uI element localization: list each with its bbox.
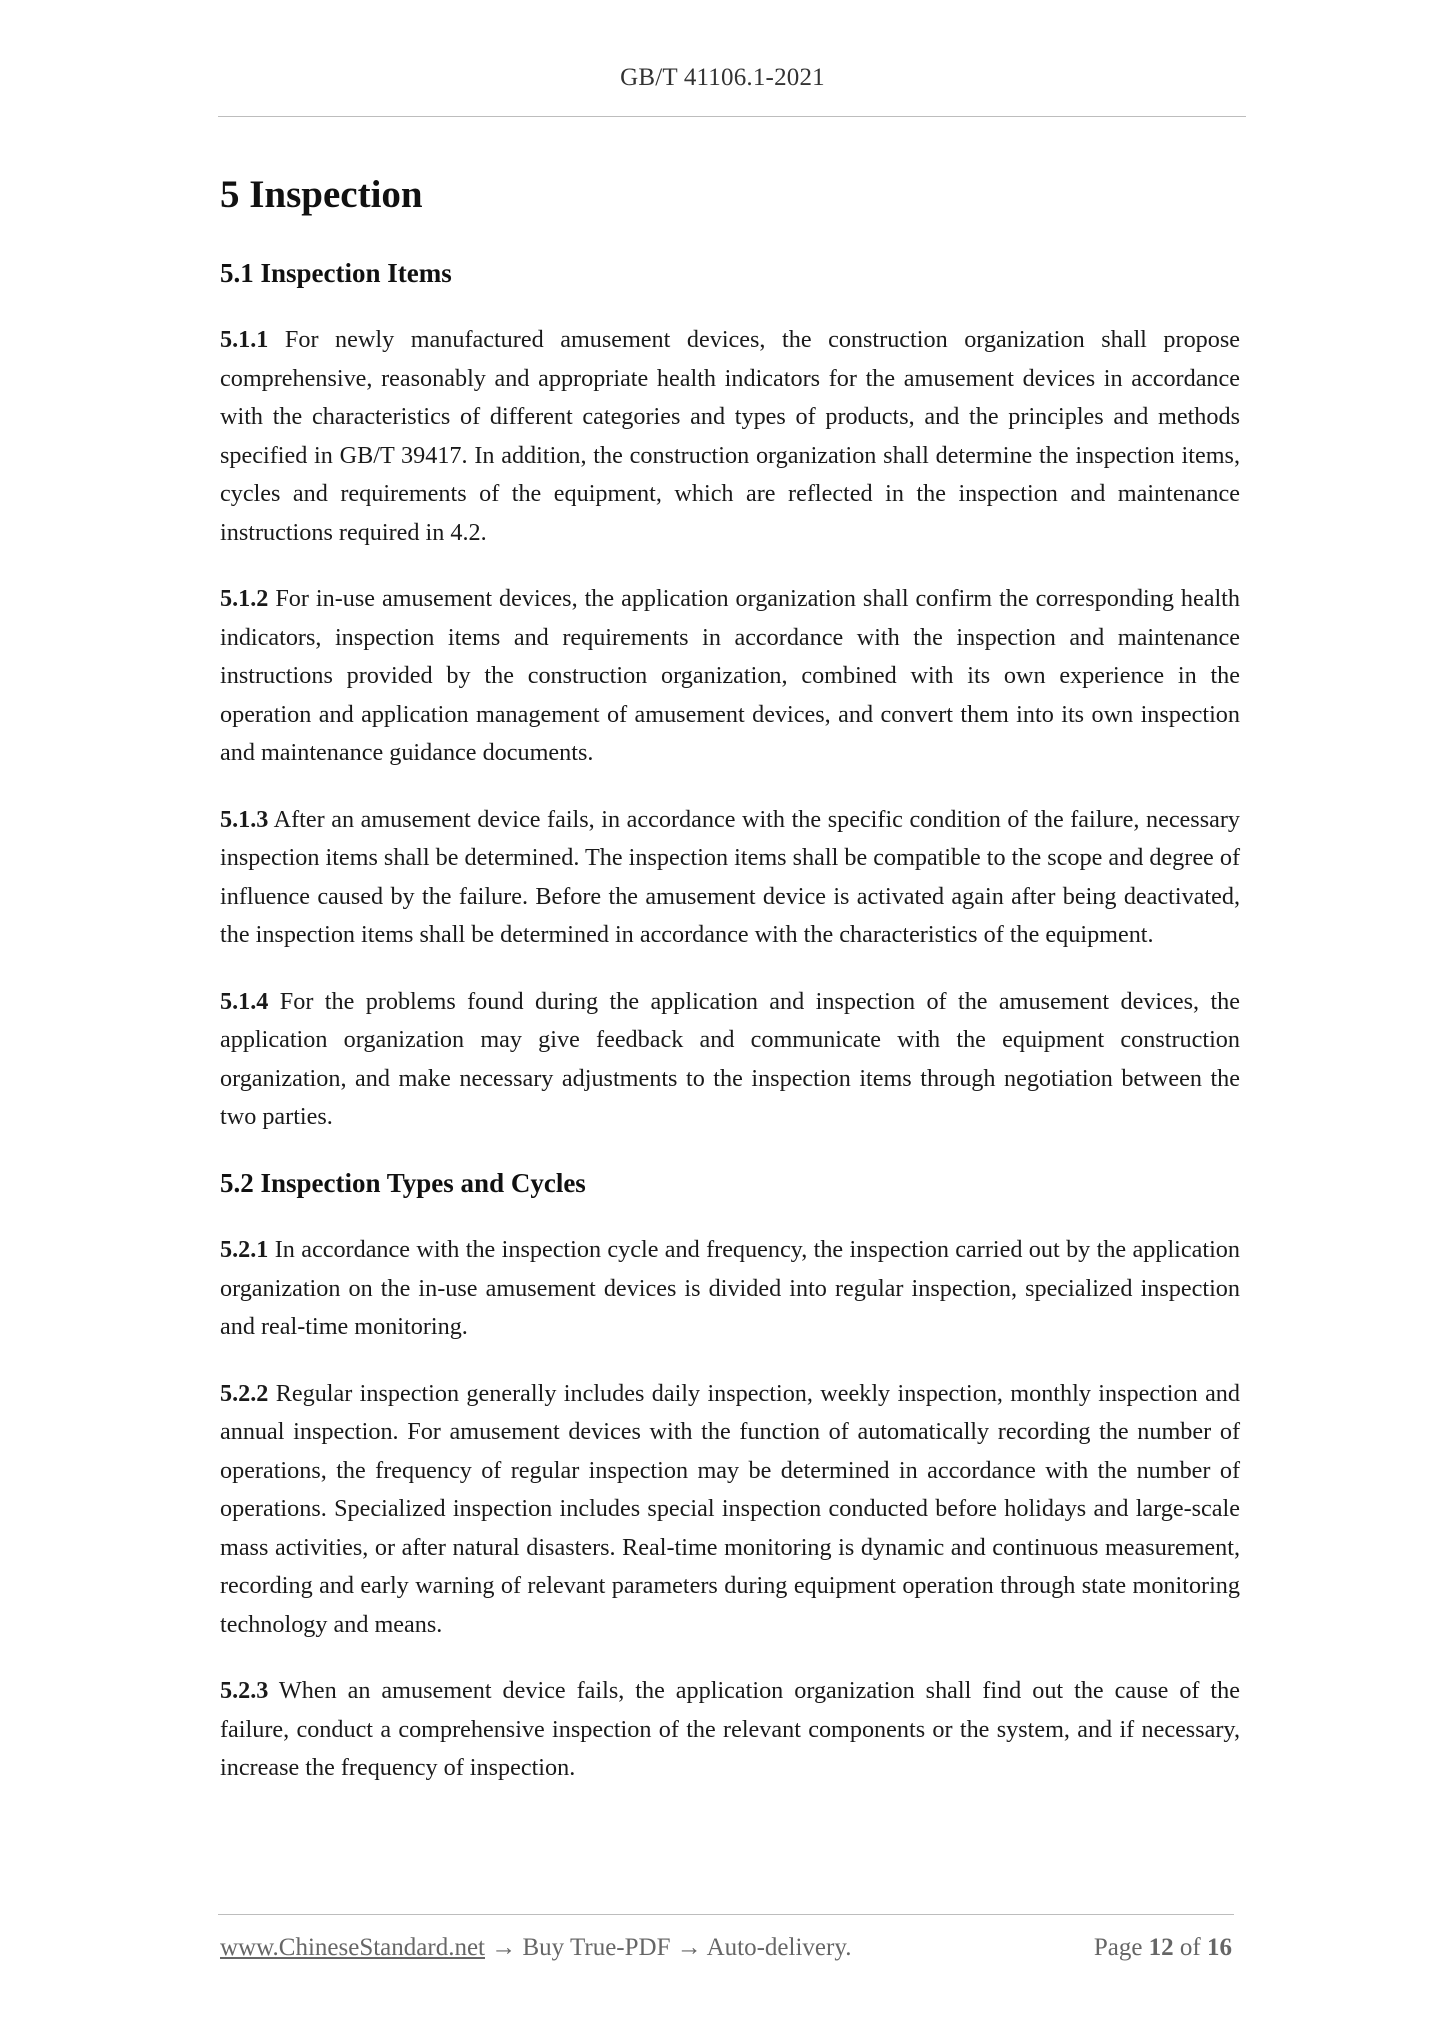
section-title: 5 Inspection — [220, 173, 423, 216]
clause-number: 5.1.4 — [220, 987, 269, 1015]
page-number — [1094, 1934, 1232, 1962]
clause-number: 5.1.3 — [220, 805, 269, 833]
arrow-right-icon: → — [676, 1934, 702, 1961]
clause-number: 5.1.1 — [220, 326, 269, 354]
clause-5-1-3 — [220, 801, 1240, 955]
clause-number: 5.2.1 — [220, 1236, 269, 1264]
delivery-text: Auto-delivery. — [701, 1934, 852, 1961]
page-body — [220, 170, 1240, 1816]
clause-5-2-1 — [220, 1231, 1240, 1347]
page-total: 16 — [1207, 1934, 1232, 1961]
clause-text: After an amusement device fails, in accordance with the specific condition of the failure, necessary inspection items shall be determined. The inspection items shall be compatible to the scope and degree of influence caused by the failure. Before the amusement device is activated again after being deactivated, the inspection items shall be determined in accordance with the characteristics of the equipment. — [220, 805, 1240, 949]
of-word: of — [1173, 1934, 1207, 1961]
clause-5-1-1 — [220, 321, 1240, 552]
buy-text: Buy True-PDF — [516, 1934, 677, 1961]
page-word: Page — [1093, 1934, 1149, 1961]
clause-number: 5.1.2 — [220, 585, 269, 613]
subsection-title-5-2: 5.2 Inspection Types and Cycles — [220, 1167, 586, 1198]
clause-5-1-4 — [220, 983, 1240, 1137]
clause-number: 5.2.3 — [220, 1677, 269, 1705]
page-footer — [220, 1934, 1232, 1962]
clause-number: 5.2.2 — [220, 1379, 269, 1407]
clause-5-2-3 — [220, 1672, 1240, 1788]
page-current: 12 — [1148, 1934, 1174, 1961]
arrow-right-icon: → — [491, 1934, 517, 1961]
clause-text: Regular inspection generally includes daily inspection, weekly inspection, monthly inspection and annual inspection. For amusement devices with the function of automatically recording the number of operations, the frequency of regular inspection may be determined in accordance with the number of operations. Specialized inspection includes special inspection conducted before holidays and large-scale mass activities, or after natural disasters. Real-time monitoring is dynamic and continuous measurement, recording and early warning of relevant parameters during equipment operation through state monitoring technology and means. — [220, 1379, 1240, 1638]
clause-text: For the problems found during the application and inspection of the amusement devices, the application organization may give feedback and communicate with the equipment construction organization, and make necessary adjustments to the inspection items through negotiation between the two parties. — [220, 987, 1240, 1131]
clause-text: In accordance with the inspection cycle and frequency, the inspection carried out by the application organization on the in-use amusement devices is divided into regular inspection, specialized inspection and real-time monitoring. — [220, 1236, 1240, 1341]
footer-divider — [218, 1914, 1234, 1915]
clause-5-1-2 — [220, 580, 1240, 773]
clause-text: For in-use amusement devices, the application organization shall confirm the corresponding health indicators, inspection items and requirements in accordance with the inspection and maintenance instructions provided by the construction organization, combined with its own experience in the operation and application management of amusement devices, and convert them into its own inspection and maintenance guidance documents. — [220, 585, 1240, 767]
standard-code: GB/T 41106.1-2021 — [620, 64, 825, 91]
clause-text: For newly manufactured amusement devices, the construction organization shall propose comprehensive, reasonably and appropriate health indicators for the amusement devices in accordance with the characteristics of different categories and types of products, and the principles and methods specified in GB/T 39417. In addition, the construction organization shall determine the inspection items, cycles and requirements of the equipment, which are reflected in the inspection and maintenance instructions required in 4.2. — [220, 326, 1240, 546]
clause-text: When an amusement device fails, the application organization shall find out the cause of the failure, conduct a comprehensive inspection of the relevant components or the system, and if necessary, increase the frequency of inspection. — [220, 1677, 1240, 1782]
subsection-title-5-1: 5.1 Inspection Items — [220, 257, 452, 288]
running-header — [0, 64, 1445, 92]
header-divider — [218, 116, 1246, 117]
site-link[interactable]: www.ChineseStandard.net — [220, 1934, 485, 1961]
clause-5-2-2 — [220, 1375, 1240, 1645]
